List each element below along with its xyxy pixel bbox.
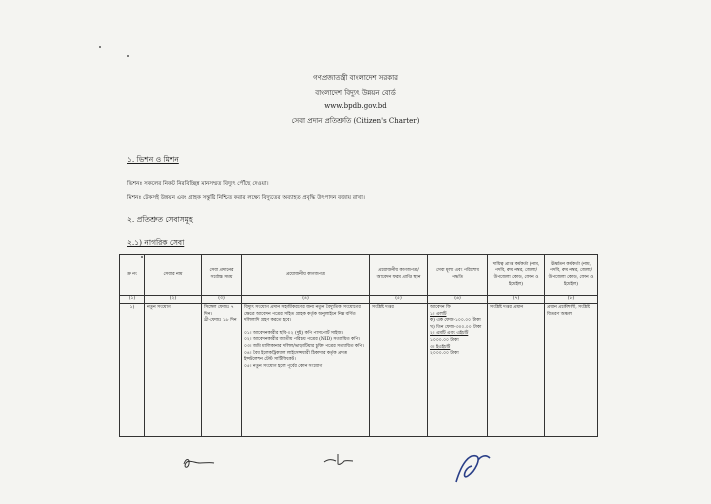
col-header-superior: ঊর্ধ্বতন কর্মকর্তা (নাম, পদবি, রুম নম্বর, জেলা/উপজেলা কোড, ফোন ও ইমেইল) [545, 255, 598, 296]
vision-text: ভিশনঃ সকলের নিকট নিরবিচ্ছিন্ন মানসম্মত বিদ্যুৎ পৌঁছে দেওয়া। [127, 181, 269, 187]
organization-title: বাংলাদেশ বিদ্যুৎ উন্নয়ন বোর্ড [315, 89, 396, 97]
charter-title: সেবা প্রদান প্রতিশ্রুতি (Citizen's Charter) [291, 117, 420, 125]
document-item: ০১। আবেদনকারীর ছবি-০২ (দুই) কপি পাসপোর্ট সাইজ। [244, 330, 344, 336]
cell-superior: প্রধান প্রকৌশলী, সংশ্লিষ্ট বিতরণ অঞ্চল [545, 304, 598, 437]
col-number: (৩) [202, 296, 242, 304]
fee-eht-amount: ২০০০.০০ টাকা [430, 351, 459, 357]
document-item: ০৩। জমি মালিকানার দলিল/ভাড়াটিয়ার চুক্তি পত্রের সত্যায়িত কপি। [244, 343, 364, 349]
col-number: (১) [120, 296, 145, 304]
government-title: গণপ্রজাতন্ত্রী বাংলাদেশ সরকার [313, 74, 398, 82]
fee-single-phase: ক) এক ফেজ-১০০.০০ টাকা [430, 318, 481, 324]
mission-text: মিশনঃ টেকসই উন্নয়ন এবং গ্রাহক সন্তুষ্টি নিশ্চিত করার লক্ষ্যে বিদ্যুতের অব্যাহত প্রবৃদ্ধি উৎপাদন বজায় রাখা। [127, 195, 365, 201]
table-row [120, 304, 598, 437]
col-number: (৫) [370, 296, 428, 304]
scan-speck [141, 256, 143, 258]
col-header-serial: ক্র নং [120, 255, 145, 296]
cell-serial: ১) [120, 304, 145, 437]
citizen-charter-table [119, 254, 598, 437]
section-vision-mission-heading: ১. ভিশন ও মিশন [127, 155, 179, 164]
col-header-documents: প্রয়োজনীয় কাগজপত্র [242, 255, 370, 296]
documents-intro: বিদ্যুৎ সংযোগ প্রদান সহজীকরণের জন্য নতুন বৈদ্যুতিক সংযোগের ক্ষেত্রে আবেদন পত্রের সহিত গ্রাহক কর্তৃক অনুলাইনে নিম্ন বর্ণিত দলিলাদি গ্রহণ করতে হবে। [244, 305, 361, 324]
document-item: ০৪। বৈধ ইলেকট্রিক্যাল লাইসেন্সধারী ঠিকাদার কর্তৃক প্রদত্ত ইন্সটলেশন টেস্ট সার্টিফিকেট। [244, 350, 347, 363]
signature-mark [180, 454, 218, 472]
time-three-phase: থ্রী-ফেজঃ ১৮ দিন [204, 318, 237, 324]
cell-service-name: নতুন সংযোগ [145, 304, 202, 437]
fee-mt-ht-heading: ২। এমটি এবং এইচটি [430, 331, 469, 337]
initials-mark [322, 452, 356, 468]
fee-title: আবেদন ফি [430, 305, 451, 310]
time-single-phase: সিঙ্গেল ফেজঃ ৭ দিন। [204, 305, 234, 317]
col-header-fee: সেবা মূল্য এবং পরিশোধ পদ্ধতি [428, 255, 488, 296]
table-header-row [120, 255, 598, 296]
col-number: (২) [145, 296, 202, 304]
column-number-row [120, 296, 598, 304]
col-header-time: সেবা প্রদানের সর্বোচ্চ সময় [202, 255, 242, 296]
document-item: ০২। আবেদনকারীর জাতীয় পরিচয় পত্রের (NID) সত্যায়িত কপি। [244, 337, 361, 343]
fee-eht-heading: ৩। ইএইচটি [430, 344, 451, 350]
col-number: (৭) [488, 296, 545, 304]
col-number: (৬) [428, 296, 488, 304]
col-header-officer: দায়িত্ব প্রাপ্ত কর্মকর্তা (নাম, পদবি, রুম নম্বর, জেলা/উপজেলা কোড, ফোন ও ইমেইল) [488, 255, 545, 296]
cell-officer: সংশ্লিষ্ট দপ্তর প্রধান [488, 304, 545, 437]
citizen-services-subheading: ২.১) নাগরিক সেবা [127, 238, 185, 247]
col-number: (৪) [242, 296, 370, 304]
scan-speck [127, 55, 129, 57]
cell-documents [242, 304, 370, 437]
website-link[interactable]: www.bpdb.gov.bd [324, 102, 387, 110]
section-services-heading: ২. প্রতিশ্রুত সেবাসমূহ [127, 215, 193, 224]
cell-form-location: সংশ্লিষ্ট দপ্তর [370, 304, 428, 437]
fee-mt-ht-amount: ১০০০.০০ টাকা [430, 337, 459, 343]
cell-fee [428, 304, 488, 437]
col-header-form-location: প্রয়োজনীয় কাগজপত্র/ আবেদন ফরম প্রাপ্তি স্থান [370, 255, 428, 296]
col-header-service: সেবার নাম [145, 255, 202, 296]
fee-three-phase: খ) তিন ফেজ-৩০০.০০ টাকা [430, 324, 482, 330]
fee-lt-heading: ১। এলটি [430, 311, 447, 317]
signature-scrawl [448, 442, 498, 492]
cell-time [202, 304, 242, 437]
document-item: ০৫। নতুন সংযোগ হলে পূর্বের কোন সংযোগ [244, 363, 323, 369]
scan-speck [99, 46, 101, 48]
col-number: (৮) [545, 296, 598, 304]
